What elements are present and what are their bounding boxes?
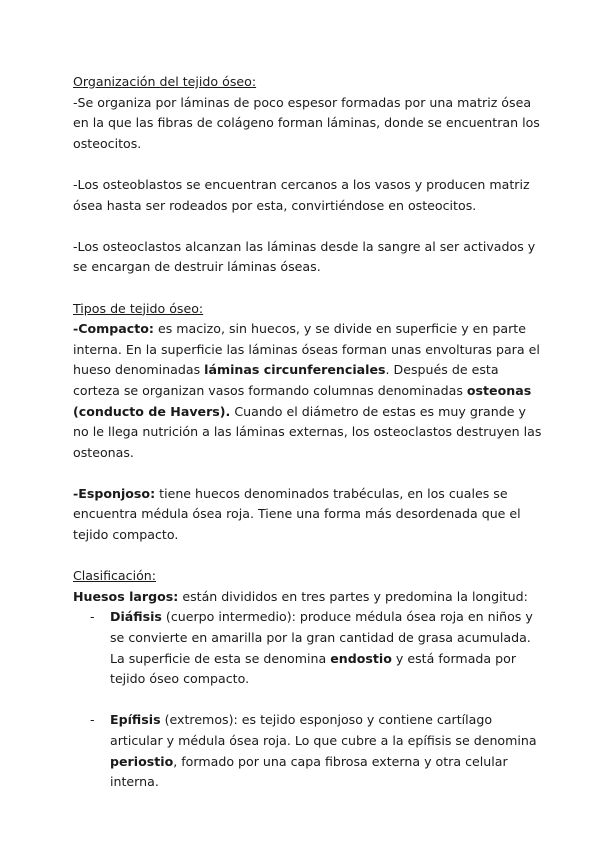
spacer xyxy=(73,154,543,175)
text: y está formada por tejido óseo compacto. xyxy=(110,650,517,687)
text: Cuando el diámetro de estas es muy grande y no le llega nutrición a las láminas externas, los osteoclastos destruyen las osteonas. xyxy=(73,403,542,460)
paragraph-compacto xyxy=(73,319,543,463)
section-title-tipos: Tipos de tejido óseo: xyxy=(73,300,204,316)
text: (extremos): es tejido esponjoso y contiene cartílago articular y médula ósea roja. Lo que cubre a la epífisis se denomina xyxy=(110,712,537,748)
dash-marker: - xyxy=(90,712,95,728)
text: es macizo, sin huecos, y se divide en superficie y en parte interna. En la superficie las láminas óseas forman unas envolturas para el hueso denominadas xyxy=(73,321,540,378)
document-page xyxy=(73,72,543,793)
spacer xyxy=(73,690,543,711)
spacer xyxy=(73,463,543,484)
paragraph-osteoclastos: -Los osteoclastos alcanzan las láminas desde la sangre al ser activados y se encargan de destruir láminas óseas. xyxy=(73,238,536,275)
term-compacto: -Compacto: xyxy=(73,321,154,337)
paragraph-huesos-largos xyxy=(73,587,543,608)
text: , formado por una capa fibrosa externa y otra celular interna. xyxy=(110,753,508,790)
paragraph-osteoblastos: -Los osteoblastos se encuentran cercanos a los vasos y producen matriz ósea hasta ser rodeados por esta, convirtiéndose en osteocitos. xyxy=(73,176,530,213)
spacer xyxy=(73,216,543,237)
term-endostio: endostio xyxy=(330,650,392,666)
text: están divididos en tres partes y predomina la longitud: xyxy=(178,588,528,604)
text: tiene huecos denominados trabéculas, en los cuales se encuentra médula ósea roja. Tiene una forma más desordenada que el tejido compacto. xyxy=(73,485,521,543)
dash-marker: - xyxy=(90,609,95,625)
text: . Después de esta corteza se organizan vasos formando columnas denominadas xyxy=(73,362,499,398)
spacer xyxy=(73,278,543,299)
term-osteonas: osteonas (conducto de Havers). xyxy=(73,382,532,419)
list-item-diafisis xyxy=(73,607,543,689)
term-epifisis: Epífisis xyxy=(110,712,161,728)
list-item-epifisis xyxy=(73,710,543,792)
section-title-organizacion: Organización del tejido óseo: xyxy=(73,74,257,89)
text: (cuerpo intermedio): produce médula ósea roja en niños y se convierte en amarilla por la gran cantidad de grasa acumulada. La superficie de esta se denomina xyxy=(110,609,533,666)
term-periostio: periostio xyxy=(110,753,174,769)
section-title-clasificacion: Clasificación: xyxy=(73,568,156,584)
spacer xyxy=(73,546,543,567)
term-esponjoso: -Esponjoso: xyxy=(73,485,156,501)
paragraph-esponjoso xyxy=(73,484,543,546)
paragraph-laminas: -Se organiza por láminas de poco espesor formadas por una matriz ósea en la que las fibras de colágeno forman láminas, donde se encuentran los osteocitos. xyxy=(73,94,540,151)
term-laminas-circunferenciales: láminas circunferenciales xyxy=(204,362,386,378)
term-diafisis: Diáfisis xyxy=(110,609,162,625)
term-huesos-largos: Huesos largos: xyxy=(73,588,179,604)
list-partes xyxy=(73,607,543,792)
